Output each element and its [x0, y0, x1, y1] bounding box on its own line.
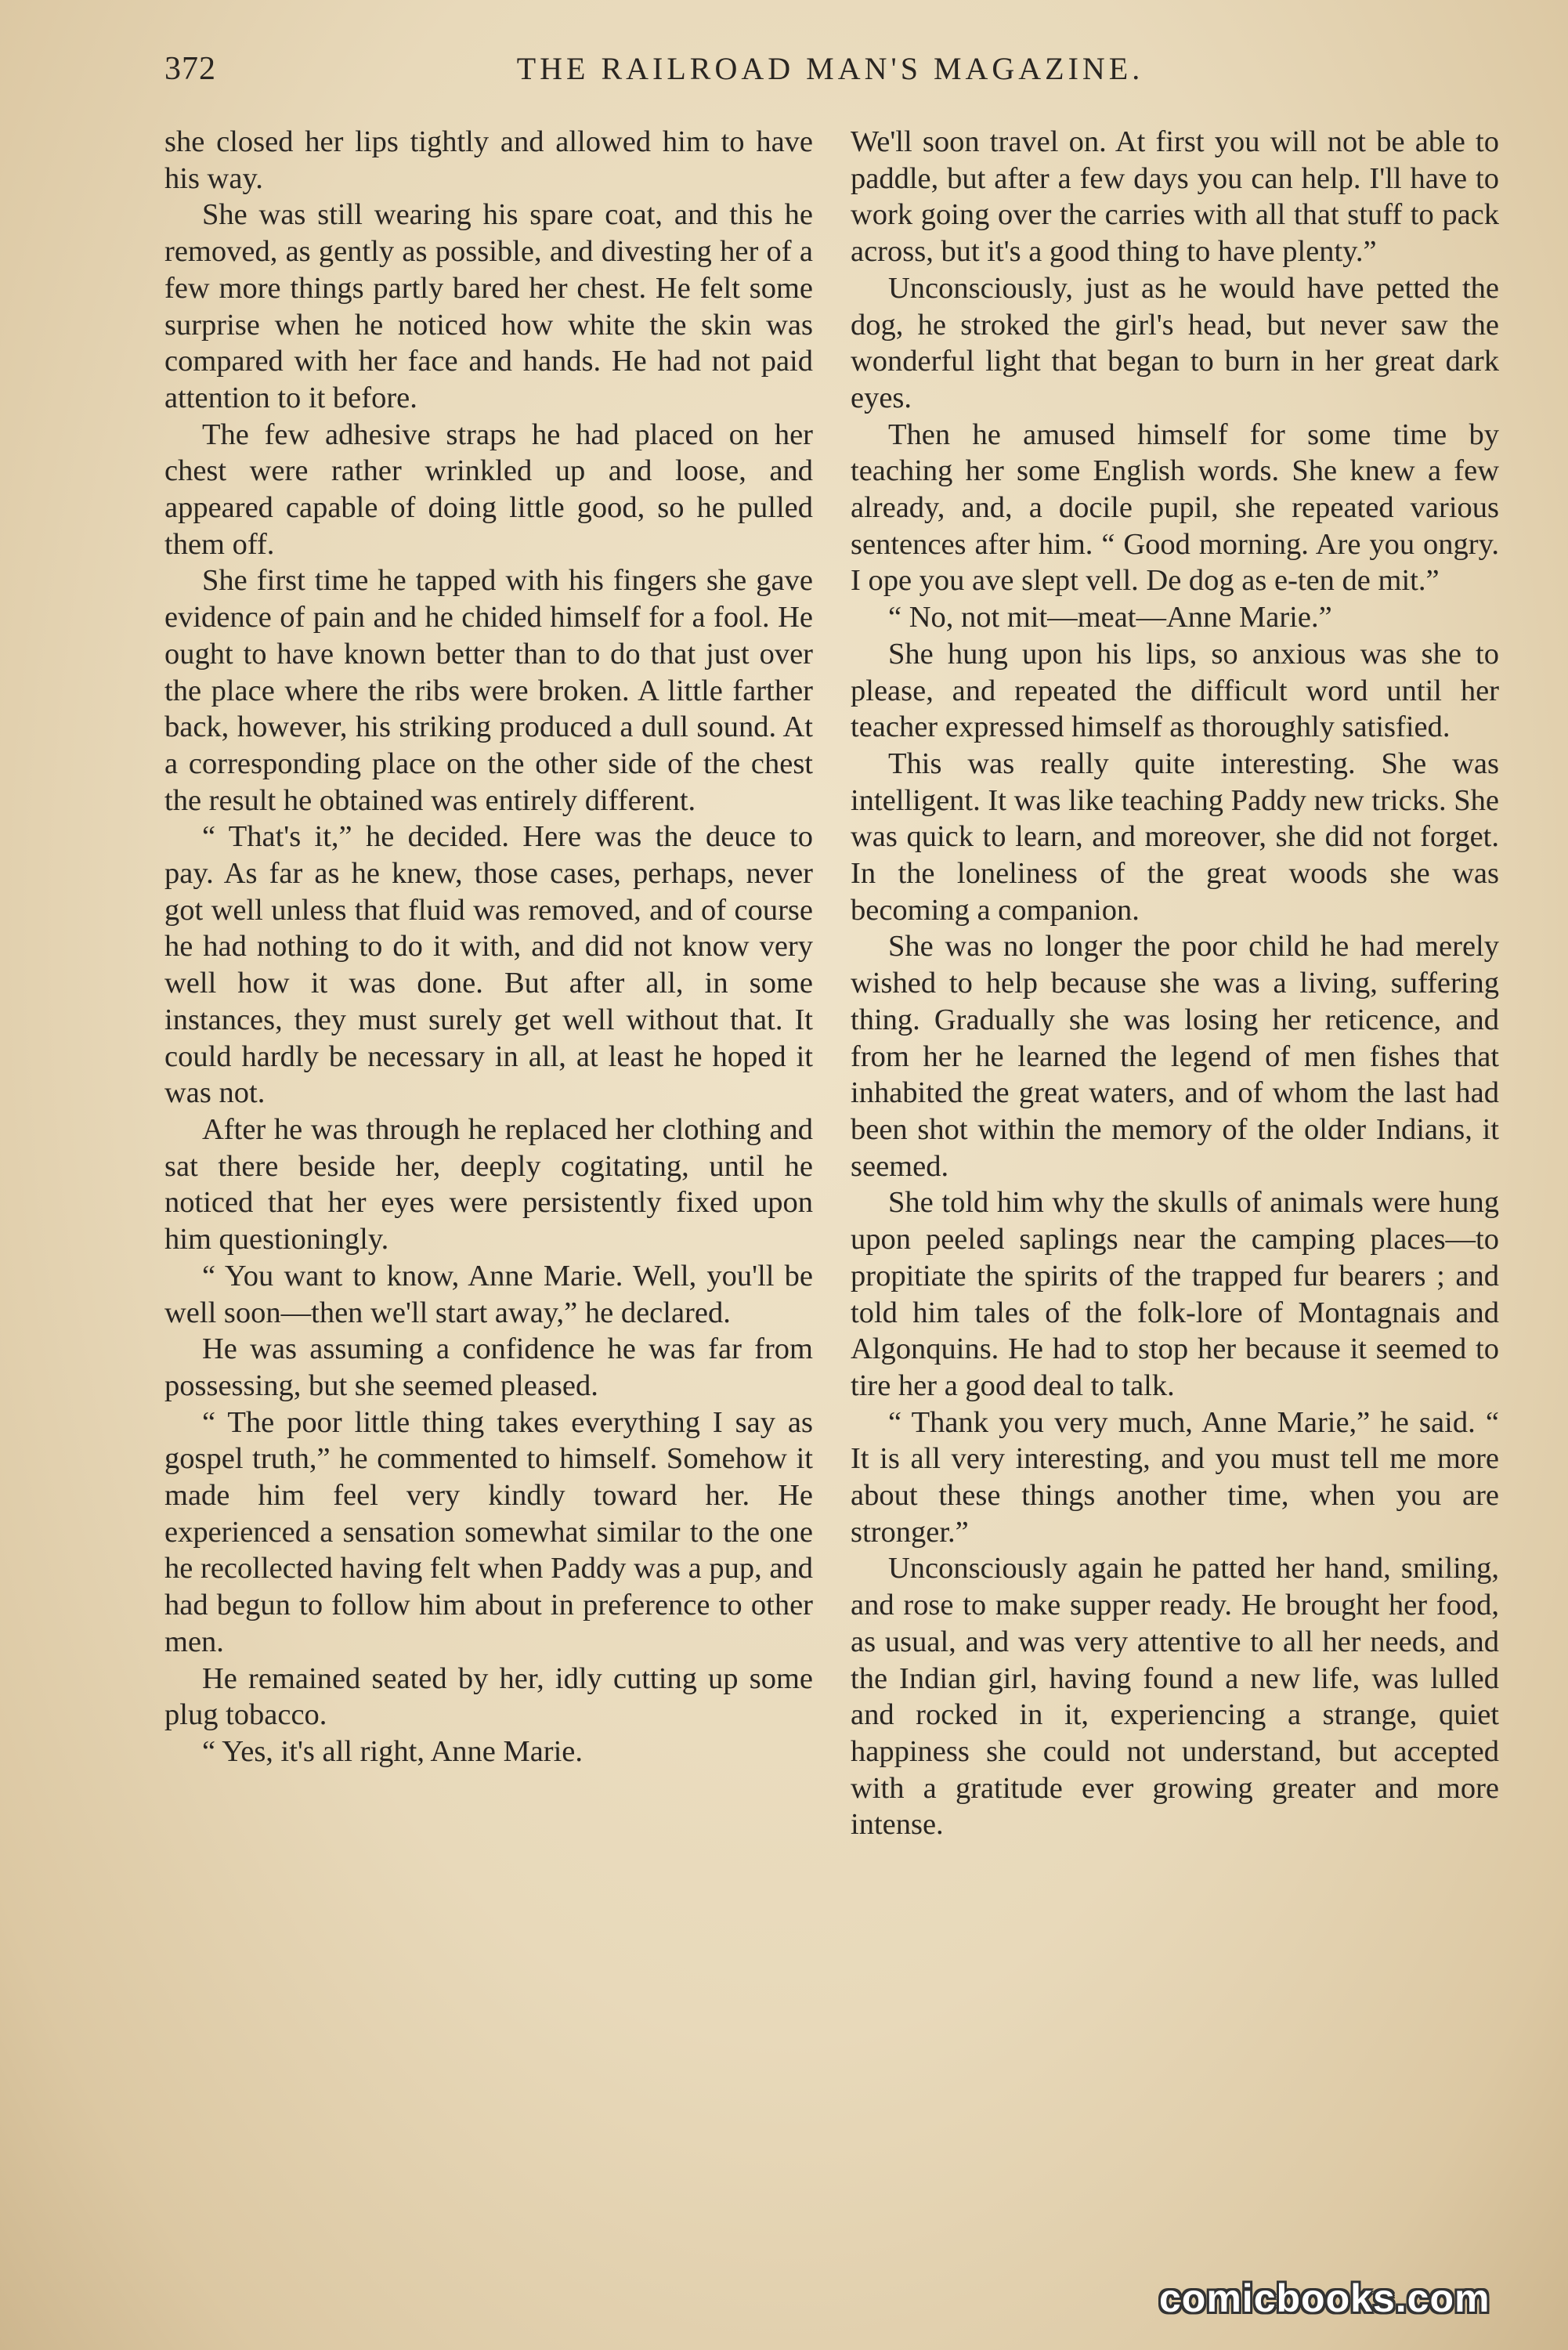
- paragraph: He was assuming a confidence he was far from possessing, but she seemed pleased.: [164, 1332, 813, 1402]
- paragraph: Unconsciously again he patted her hand, smiling, and rose to make supper ready. He brought her food, as usual, and was very attentive to all her needs, and the Indian girl, having found a new life, was lulled and rocked in it, experiencing a strange, quiet happiness she could not understand, but accepted with a gratitude ever growing greater and more intense.: [851, 1552, 1499, 1842]
- page-header: [164, 50, 1496, 89]
- left-column: [164, 124, 813, 1770]
- paragraph: “ Thank you very much, Anne Marie,” he said. “ It is all very interesting, and you must tell me more about these things another time, when you are stronger.”: [851, 1405, 1499, 1549]
- paragraph: The few adhesive straps he had placed on her chest were rather wrinkled up and loose, and appeared capable of doing little good, so he pulled them off.: [164, 418, 813, 561]
- paragraph: This was really quite interesting. She was intelligent. It was like teaching Paddy new tricks. She was quick to learn, and moreover, she did not forget. In the loneliness of the great woods she was becoming a companion.: [851, 747, 1499, 927]
- paragraph: “ That's it,” he decided. Here was the deuce to pay. As far as he knew, those cases, perhaps, never got well unless that fluid was removed, and of course he had nothing to do it with, and did not know very well how it was done. But after all, in some instances, they must surely get well without that. It could hardly be necessary in all, at least he hoped it was not.: [164, 820, 813, 1110]
- paragraph: She told him why the skulls of animals were hung upon peeled saplings near the camping places—to propitiate the spirits of the trapped fur bearers ; and told him tales of the folk-lore of Montagnais and Algonquins. He had to stop her because it seemed to tire her a good deal to talk.: [851, 1186, 1499, 1402]
- paragraph: “ The poor little thing takes everything I say as gospel truth,” he commented to himself. Somehow it made him feel very kindly toward her. He experienced a sensation somewhat similar to the one he recollected having felt when Paddy was a pup, and had begun to follow him about in preference to other men.: [164, 1405, 813, 1658]
- paragraph: She was no longer the poor child he had merely wished to help because she was a living, suffering thing. Gradually she was losing her reticence, and from her he learned the legend of men fishes that inhabited the great waters, and of whom the last had been shot within the memory of the older Indians, it seemed.: [851, 930, 1499, 1183]
- paragraph: We'll soon travel on. At first you will not be able to paddle, but after a few days you can help. I'll have to work going over the carries with all that stuff to pack across, but it's a good thing to have plenty.”: [851, 125, 1499, 269]
- magazine-title: THE RAILROAD MAN'S MAGAZINE.: [516, 51, 1144, 86]
- paragraph: After he was through he replaced her clothing and sat there beside her, deeply cogitating, until he noticed that her eyes were persistently fixed upon him questioningly.: [164, 1112, 813, 1256]
- paragraph: Then he amused himself for some time by teaching her some English words. She knew a few already, and, a docile pupil, she repeated various sentences after him. “ Good morning. Are you ongry. I ope you ave slept vell. De dog as e-ten de mit.”: [851, 418, 1499, 598]
- watermark-logo: comicbooks.com: [1159, 2276, 1490, 2320]
- paragraph: “ You want to know, Anne Marie. Well, you'll be well soon—then we'll start away,” he declared.: [164, 1259, 813, 1329]
- right-column: [851, 124, 1499, 1843]
- paragraph: She hung upon his lips, so anxious was she to please, and repeated the difficult word until her teacher expressed himself as thoroughly satisfied.: [851, 637, 1499, 744]
- paragraph: “ Yes, it's all right, Anne Marie.: [202, 1734, 583, 1768]
- paragraph: “ No, not mit—meat—Anne Marie.”: [888, 601, 1332, 634]
- paragraph: she closed her lips tightly and allowed him to have his way.: [164, 125, 813, 195]
- paragraph: Unconsciously, just as he would have petted the dog, he stroked the girl's head, but never saw the wonderful light that began to burn in her great dark eyes.: [851, 271, 1499, 414]
- page-number: 372: [164, 51, 216, 87]
- paragraph: He remained seated by her, idly cutting up some plug tobacco.: [164, 1661, 813, 1732]
- paragraph: She was still wearing his spare coat, and this he removed, as gently as possible, and divesting her of a few more things partly bared her chest. He felt some surprise when he noticed how white the skin was compared with her face and hands. He had not paid attention to it before.: [164, 198, 813, 414]
- paragraph: She first time he tapped with his fingers she gave evidence of pain and he chided himself for a fool. He ought to have known better than to do that just over the place where the ribs were broken. A little farther back, however, his striking produced a dull sound. At a corresponding place on the other side of the chest the result he obtained was entirely different.: [164, 564, 813, 817]
